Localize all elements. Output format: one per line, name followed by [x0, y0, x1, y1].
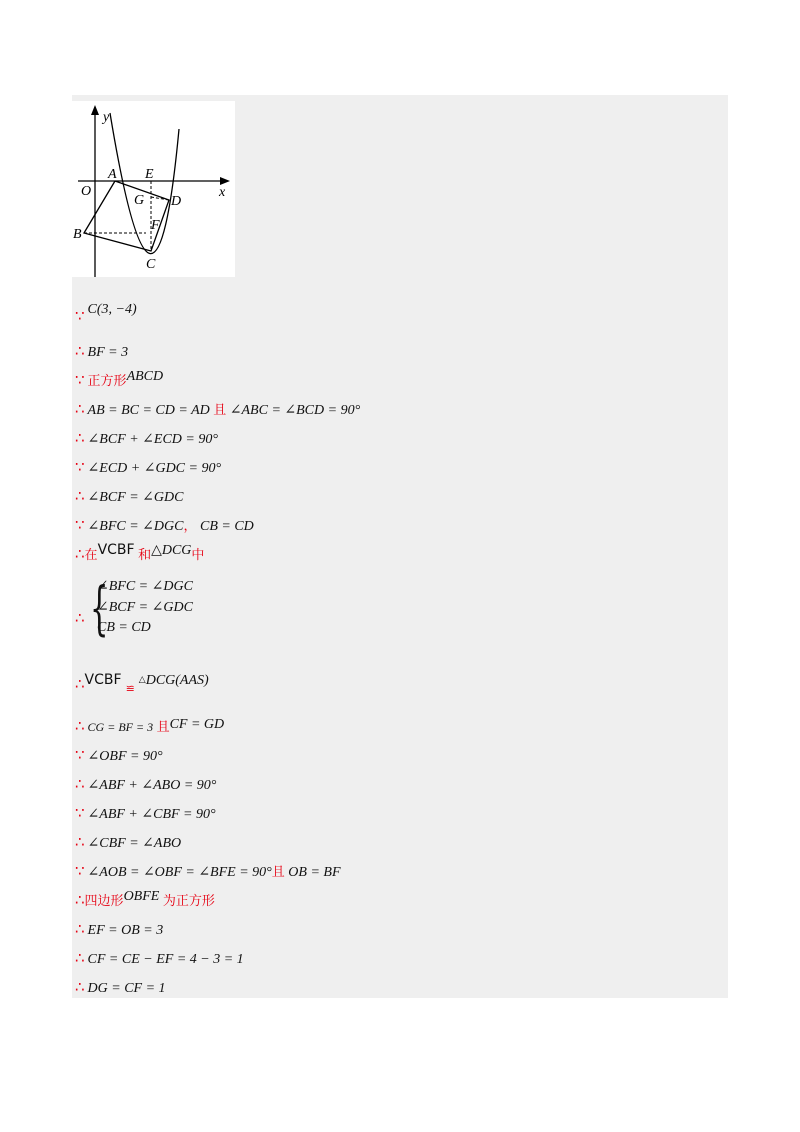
step-7: ∴ ∠BCF = ∠GDC: [75, 487, 184, 505]
label-x: x: [219, 185, 226, 200]
step-2: ∴ BF = 3: [75, 342, 129, 360]
step-6: ∵ ∠ECD + ∠GDC = 90°: [75, 458, 222, 476]
step-11: ∴ CG = BF = 3 且CF = GD: [75, 717, 225, 735]
label-O: O: [81, 184, 92, 199]
system-row-2: ∠BCF = ∠GDC: [97, 600, 193, 615]
step-13: ∴ ∠ABF + ∠ABO = 90°: [75, 775, 217, 793]
label-A: A: [108, 167, 117, 182]
label-B: B: [73, 227, 82, 242]
label-D: D: [171, 194, 182, 209]
label-C: C: [146, 257, 156, 272]
label-E: E: [145, 167, 154, 182]
step-3: ∵ 正方形ABCD: [75, 369, 164, 389]
system-row-3: CB = CD: [97, 620, 151, 635]
solution-panel: [72, 95, 728, 998]
step-4: ∴ AB = BC = CD = AD 且 ∠ABC = ∠BCD = 90°: [75, 400, 361, 418]
step-16: ∵ ∠AOB = ∠OBF = ∠BFE = 90°且 OB = BF: [75, 862, 341, 880]
label-F: F: [151, 218, 160, 233]
label-y: y: [103, 110, 110, 125]
because-symbol: ∵: [75, 307, 85, 325]
step-20: ∴ DG = CF = 1: [75, 978, 166, 996]
step-17: ∴四边形OBFE 为正方形: [75, 889, 215, 909]
step-9: ∴在VCBF 和△DCG中: [75, 542, 205, 563]
step-8: ∵ ∠BFC = ∠DGC， CB = CD: [75, 516, 254, 534]
step-19: ∴ CF = CE − EF = 4 − 3 = 1: [75, 949, 244, 967]
label-G: G: [134, 193, 145, 208]
step-5: ∴ ∠BCF + ∠ECD = 90°: [75, 429, 218, 447]
step-15: ∴ ∠CBF = ∠ABO: [75, 833, 182, 851]
step-1: ∵ C(3, −4): [75, 302, 137, 325]
step-18: ∴ EF = OB = 3: [75, 920, 164, 938]
parabola-square-diagram: [72, 101, 235, 277]
congruent-symbol: ≌: [125, 682, 135, 695]
step-12: ∵ ∠OBF = 90°: [75, 746, 163, 764]
system-row-1: ∠BFC = ∠DGC: [97, 579, 193, 594]
step-14: ∵ ∠ABF + ∠CBF = 90°: [75, 804, 216, 822]
step-10: $\therefore VCBF_≌^\triangle DCG(AAS)$: [75, 672, 209, 695]
left-brace: {: [90, 574, 109, 642]
congruence-system: ∴ { ∠BFC = ∠DGC ∠BCF = ∠GDC CB = CD: [75, 574, 193, 642]
geometry-figure: [72, 101, 235, 277]
